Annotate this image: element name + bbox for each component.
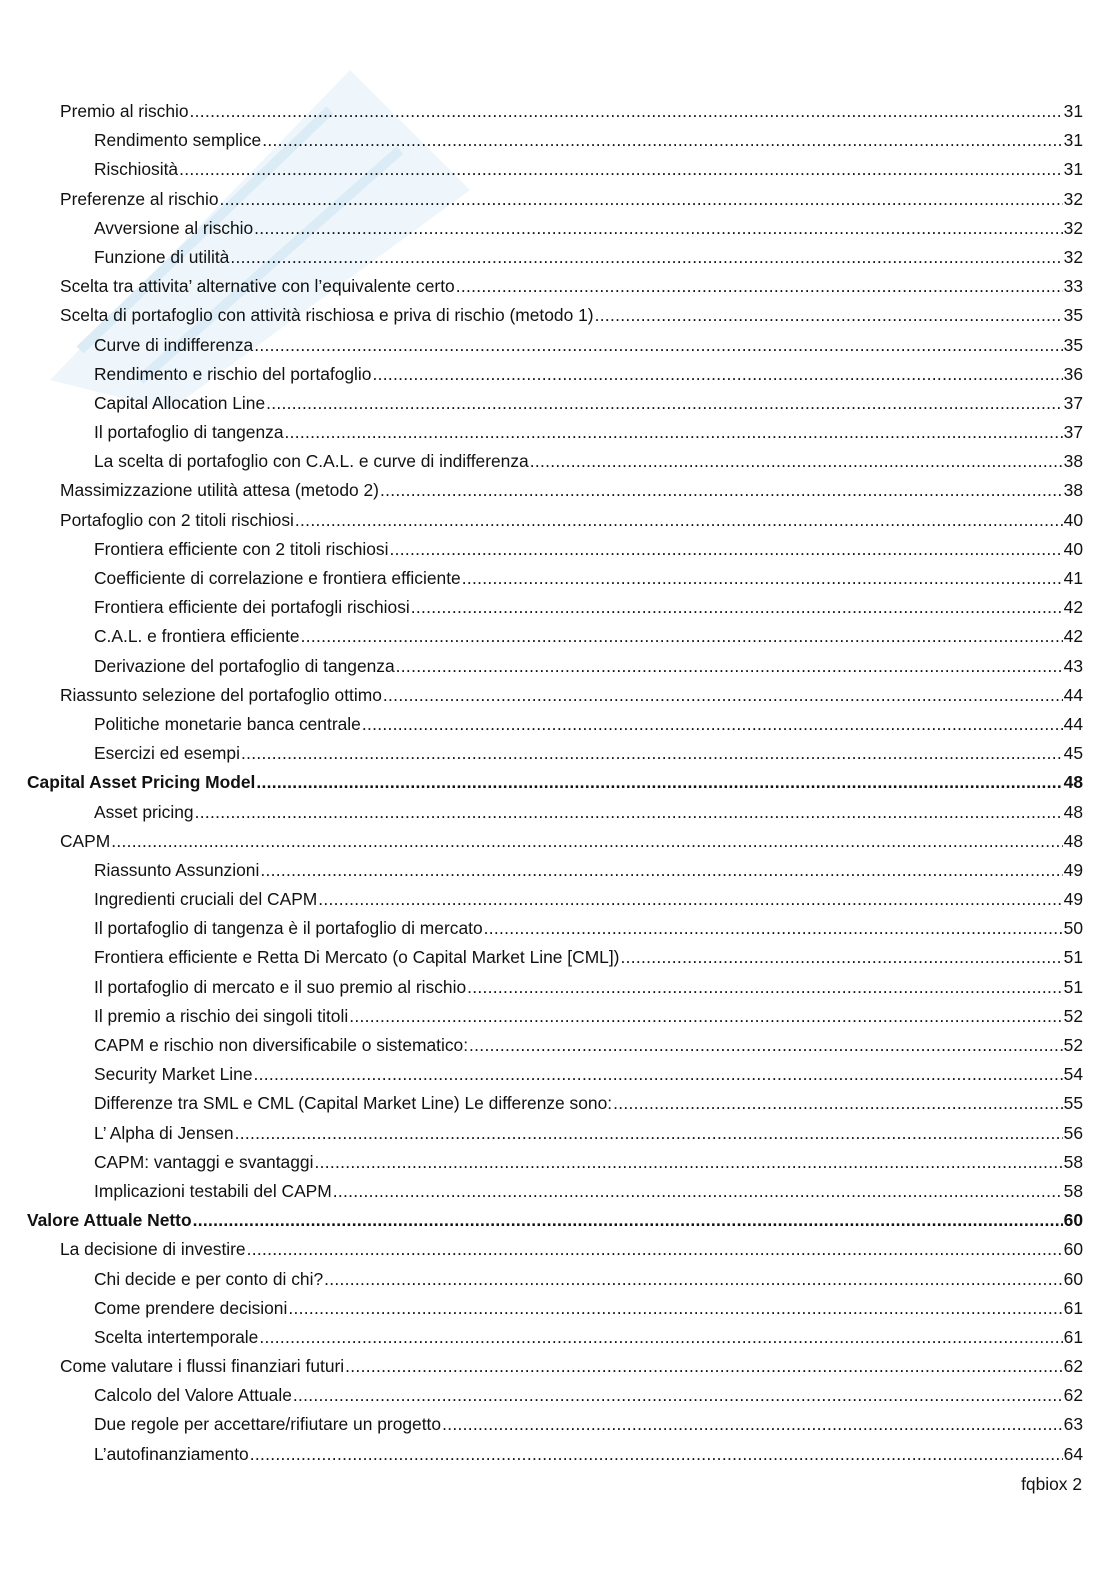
toc-entry[interactable]	[0, 360, 1118, 389]
toc-entry[interactable]	[0, 331, 1118, 360]
dot-leader	[288, 1294, 1062, 1323]
toc-entry-title: Portafoglio con 2 titoli rischiosi	[60, 509, 294, 530]
toc-entry-page: 37	[1063, 422, 1083, 443]
toc-entry-title: Il premio a rischio dei singoli titoli	[94, 1005, 349, 1026]
dot-leader	[333, 1177, 1063, 1206]
toc-entry-page: 61	[1063, 1297, 1083, 1318]
toc-entry[interactable]	[0, 681, 1118, 710]
dot-leader	[318, 885, 1062, 914]
toc-entry-title: Curve di indifferenza	[94, 334, 254, 355]
toc-entry-title: Rendimento e rischio del portafoglio	[94, 363, 372, 384]
toc-entry-title: Scelta di portafoglio con attività rischiosa e priva di rischio (metodo 1)	[60, 305, 594, 326]
dot-leader	[349, 1002, 1062, 1031]
toc-entry[interactable]	[0, 1119, 1118, 1148]
toc-entry-page: 48	[1063, 772, 1083, 793]
toc-entry[interactable]	[0, 272, 1118, 301]
toc-entry-title: Politiche monetarie banca centrale	[94, 713, 361, 734]
dot-leader	[266, 389, 1063, 418]
toc-entry[interactable]	[0, 476, 1118, 505]
dot-leader	[230, 243, 1062, 272]
toc-entry[interactable]	[0, 185, 1118, 214]
toc-entry[interactable]	[0, 97, 1118, 126]
toc-entry[interactable]	[0, 1002, 1118, 1031]
toc-entry-title: Esercizi ed esempi	[94, 743, 240, 764]
toc-entry[interactable]	[0, 739, 1118, 768]
toc-entry-page: 35	[1063, 305, 1083, 326]
toc-entry[interactable]	[0, 1206, 1118, 1235]
toc-entry-page: 31	[1063, 101, 1083, 121]
toc-entry-title: Derivazione del portafoglio di tangenza	[94, 655, 395, 676]
toc-entry-title: Funzione di utilità	[94, 246, 230, 267]
toc-entry[interactable]	[0, 1265, 1118, 1294]
toc-entry[interactable]	[0, 943, 1118, 972]
toc-entry-title: Frontiera efficiente dei portafogli rischiosi	[94, 597, 410, 618]
toc-entry-page: 44	[1063, 713, 1083, 734]
dot-leader	[613, 1089, 1063, 1118]
dot-leader	[620, 943, 1062, 972]
dot-leader	[260, 856, 1062, 885]
dot-leader	[469, 1031, 1063, 1060]
dot-leader	[259, 1323, 1062, 1352]
dot-leader	[362, 710, 1063, 739]
dot-leader	[195, 798, 1063, 827]
toc-entry-title: Riassunto Assunzioni	[94, 859, 260, 880]
toc-entry-page: 35	[1063, 334, 1083, 355]
toc-entry-title: Frontiera efficiente e Retta Di Mercato (o Capital Market Line [CML])	[94, 947, 620, 968]
table-of-contents	[0, 97, 1118, 1469]
toc-entry-page: 62	[1063, 1385, 1083, 1406]
dot-leader	[390, 535, 1063, 564]
toc-entry[interactable]	[0, 1060, 1118, 1089]
toc-entry-title: Come prendere decisioni	[94, 1297, 288, 1318]
toc-entry-title: L’ Alpha di Jensen	[94, 1122, 234, 1143]
toc-entry[interactable]	[0, 389, 1118, 418]
dot-leader	[285, 418, 1063, 447]
toc-entry[interactable]	[0, 564, 1118, 593]
toc-entry[interactable]	[0, 1410, 1118, 1439]
dot-leader	[254, 1060, 1063, 1089]
toc-entry-page: 32	[1063, 188, 1083, 209]
toc-entry[interactable]	[0, 622, 1118, 651]
toc-entry-page: 49	[1063, 859, 1083, 880]
toc-entry-page: 45	[1063, 743, 1083, 764]
dot-leader	[301, 622, 1063, 651]
toc-entry-title: Differenze tra SML e CML (Capital Market Line) Le differenze sono:	[94, 1093, 613, 1114]
toc-entry-title: La scelta di portafoglio con C.A.L. e curve di indifferenza	[94, 451, 529, 472]
toc-entry-page: 48	[1063, 801, 1083, 822]
toc-entry-page: 51	[1063, 976, 1083, 997]
toc-entry-page: 41	[1063, 568, 1083, 588]
toc-entry[interactable]	[0, 155, 1118, 184]
toc-entry-title: Come valutare i flussi finanziari futuri	[60, 1356, 345, 1377]
toc-entry-page: 42	[1063, 626, 1083, 647]
toc-entry-title: Massimizzazione utilità attesa (metodo 2)	[60, 480, 379, 501]
toc-entry[interactable]	[0, 593, 1118, 622]
dot-leader	[220, 185, 1063, 214]
dot-leader	[293, 1381, 1063, 1410]
toc-entry-page: 32	[1063, 246, 1083, 267]
toc-entry-page: 51	[1063, 947, 1083, 968]
toc-entry[interactable]	[0, 768, 1118, 797]
dot-leader	[254, 214, 1062, 243]
toc-entry[interactable]	[0, 506, 1118, 535]
dot-leader	[254, 331, 1062, 360]
toc-entry-title: Preferenze al rischio	[60, 188, 219, 209]
toc-entry-page: 60	[1063, 1239, 1083, 1260]
toc-entry-page: 38	[1063, 451, 1083, 472]
toc-entry[interactable]	[0, 447, 1118, 476]
toc-entry[interactable]	[0, 798, 1118, 827]
toc-entry-page: 60	[1063, 1210, 1083, 1231]
toc-entry-title: Implicazioni testabili del CAPM	[94, 1180, 332, 1201]
dot-leader	[324, 1265, 1063, 1294]
toc-entry-page: 60	[1063, 1268, 1083, 1289]
dot-leader	[411, 593, 1063, 622]
dot-leader	[484, 914, 1063, 943]
toc-entry-page: 43	[1063, 655, 1083, 676]
toc-entry-page: 56	[1063, 1122, 1083, 1143]
dot-leader	[456, 272, 1063, 301]
toc-entry-title: Due regole per accettare/rifiutare un progetto	[94, 1414, 442, 1435]
dot-leader	[442, 1410, 1063, 1439]
toc-entry[interactable]	[0, 1235, 1118, 1264]
toc-entry[interactable]	[0, 973, 1118, 1002]
toc-entry[interactable]	[0, 214, 1118, 243]
toc-entry-page: 48	[1063, 830, 1083, 851]
toc-entry[interactable]	[0, 1148, 1118, 1177]
toc-entry[interactable]	[0, 535, 1118, 564]
toc-entry[interactable]	[0, 1440, 1118, 1469]
toc-entry-page: 52	[1063, 1035, 1083, 1055]
toc-entry-page: 50	[1063, 918, 1083, 939]
toc-entry[interactable]	[0, 301, 1118, 330]
toc-entry-title: CAPM	[60, 830, 111, 851]
toc-entry-page: 64	[1063, 1443, 1083, 1464]
dot-leader	[595, 301, 1063, 330]
toc-entry-page: 36	[1063, 363, 1083, 384]
toc-entry-page: 58	[1063, 1180, 1083, 1201]
toc-entry-title: Ingredienti cruciali del CAPM	[94, 889, 318, 910]
toc-entry-title: Asset pricing	[94, 801, 194, 822]
dot-leader	[295, 506, 1063, 535]
toc-entry[interactable]	[0, 856, 1118, 885]
toc-entry[interactable]	[0, 914, 1118, 943]
toc-entry[interactable]	[0, 885, 1118, 914]
dot-leader	[345, 1352, 1062, 1381]
toc-entry-page: 44	[1063, 684, 1083, 705]
toc-entry-page: 40	[1063, 509, 1083, 530]
toc-entry[interactable]	[0, 243, 1118, 272]
toc-entry-title: CAPM: vantaggi e svantaggi	[94, 1151, 314, 1172]
dot-leader	[193, 1206, 1063, 1235]
dot-leader	[462, 564, 1063, 593]
dot-leader	[372, 360, 1062, 389]
toc-entry-title: Scelta intertemporale	[94, 1326, 259, 1347]
toc-entry-page: 55	[1063, 1093, 1083, 1114]
toc-entry-page: 62	[1063, 1356, 1083, 1377]
toc-entry-page: 61	[1063, 1326, 1083, 1347]
toc-entry-title: Il portafoglio di mercato e il suo premio al rischio	[94, 976, 467, 997]
toc-entry[interactable]	[0, 710, 1118, 739]
dot-leader	[247, 1235, 1063, 1264]
dot-leader	[383, 681, 1063, 710]
toc-entry-title: Chi decide e per conto di chi?	[94, 1268, 324, 1289]
toc-entry-title: C.A.L. e frontiera efficiente	[94, 626, 300, 647]
toc-entry[interactable]	[0, 1031, 1118, 1060]
toc-entry-page: 31	[1063, 159, 1083, 180]
toc-entry-title: Avversione al rischio	[94, 217, 254, 238]
toc-entry-title: Premio al rischio	[60, 101, 189, 121]
toc-entry[interactable]	[0, 1294, 1118, 1323]
toc-entry[interactable]	[0, 418, 1118, 447]
toc-entry-page: 58	[1063, 1151, 1083, 1172]
toc-entry-title: Capital Asset Pricing Model	[27, 772, 256, 793]
toc-entry[interactable]	[0, 1089, 1118, 1118]
dot-leader	[467, 973, 1063, 1002]
toc-entry-title: Riassunto selezione del portafoglio ottimo	[60, 684, 382, 705]
toc-entry-page: 33	[1063, 276, 1083, 297]
toc-entry-title: Scelta tra attivita’ alternative con l’equivalente certo	[60, 276, 455, 297]
toc-entry-title: Security Market Line	[94, 1064, 253, 1085]
toc-entry-title: Rischiosità	[94, 159, 179, 180]
toc-entry-page: 38	[1063, 480, 1083, 501]
dot-leader	[235, 1119, 1063, 1148]
toc-entry-page: 63	[1063, 1414, 1083, 1435]
toc-entry[interactable]	[0, 1323, 1118, 1352]
toc-entry-title: Coefficiente di correlazione e frontiera efficiente	[94, 568, 461, 588]
toc-entry-title: La decisione di investire	[60, 1239, 246, 1260]
dot-leader	[190, 97, 1063, 126]
dot-leader	[179, 155, 1063, 184]
dot-leader	[250, 1440, 1063, 1469]
toc-entry-page: 37	[1063, 392, 1083, 413]
dot-leader	[262, 126, 1062, 155]
dot-leader	[256, 768, 1062, 797]
toc-entry-title: Capital Allocation Line	[94, 392, 266, 413]
dot-leader	[396, 652, 1063, 681]
toc-entry[interactable]	[0, 1381, 1118, 1410]
toc-entry-page: 42	[1063, 597, 1083, 618]
toc-entry[interactable]	[0, 827, 1118, 856]
page-footer: fqbiox 2	[1021, 1474, 1082, 1494]
dot-leader	[314, 1148, 1062, 1177]
toc-entry-title: Rendimento semplice	[94, 130, 262, 151]
toc-entry[interactable]	[0, 1177, 1118, 1206]
toc-entry-page: 32	[1063, 217, 1083, 238]
dot-leader	[241, 739, 1063, 768]
toc-entry[interactable]	[0, 126, 1118, 155]
dot-leader	[530, 447, 1063, 476]
toc-entry[interactable]	[0, 1352, 1118, 1381]
toc-entry-title: L’autofinanziamento	[94, 1443, 249, 1464]
toc-entry-page: 40	[1063, 538, 1083, 559]
toc-entry-title: Il portafoglio di tangenza è il portafoglio di mercato	[94, 918, 483, 939]
toc-entry-title: Valore Attuale Netto	[27, 1210, 192, 1231]
toc-entry-page: 54	[1063, 1064, 1083, 1085]
dot-leader	[111, 827, 1062, 856]
toc-entry-page: 31	[1063, 130, 1083, 151]
toc-entry-title: Frontiera efficiente con 2 titoli rischiosi	[94, 538, 389, 559]
toc-entry-title: CAPM e rischio non diversificabile o sistematico:	[94, 1035, 469, 1055]
toc-entry[interactable]	[0, 652, 1118, 681]
dot-leader	[380, 476, 1063, 505]
toc-entry-page: 52	[1063, 1005, 1083, 1026]
toc-entry-page: 49	[1063, 889, 1083, 910]
toc-entry-title: Il portafoglio di tangenza	[94, 422, 284, 443]
toc-entry-title: Calcolo del Valore Attuale	[94, 1385, 292, 1406]
